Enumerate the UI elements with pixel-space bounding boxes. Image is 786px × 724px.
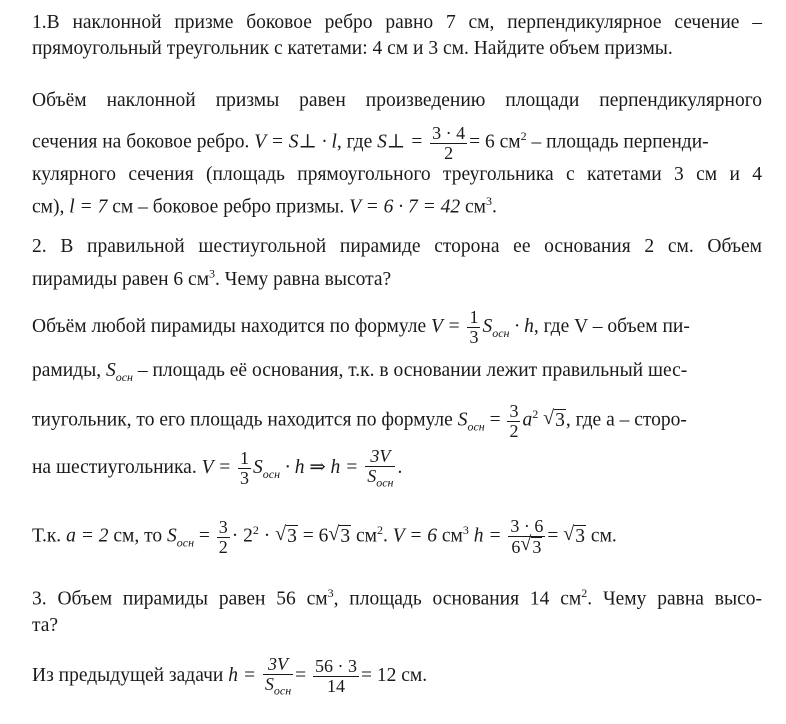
height-symbol: h =: [228, 665, 256, 686]
fraction-numerator: 1: [240, 448, 250, 469]
exponent: 2: [252, 523, 259, 537]
fraction-denominator: 3: [240, 468, 250, 489]
area-symbol: S: [457, 409, 468, 431]
radicand: 3: [287, 525, 297, 547]
radicand: 3: [555, 409, 565, 431]
fraction-numerator: 3: [218, 516, 228, 537]
problem3-statement: [32, 580, 762, 639]
cross-section-area: S⊥ =: [377, 131, 424, 153]
problem2-solution-line4: [32, 442, 762, 500]
denominator-coefficient: 6: [511, 536, 521, 557]
problem2-solution-text: см.: [586, 525, 617, 547]
problem2-solution-text: .: [397, 457, 403, 478]
problem1-solution-text: кулярного сечения (площадь прямоугольного треугольника с катетами 3 см и 4: [32, 164, 762, 185]
fraction-numerator: 3 · 4: [432, 122, 466, 143]
fraction: [467, 308, 480, 347]
exponent: 2: [581, 586, 588, 600]
area-symbol: S: [367, 466, 377, 487]
problem2-solution-text: Т.к.: [32, 525, 62, 547]
area-symbol: S: [264, 674, 274, 695]
fraction-denominator: [263, 674, 293, 697]
exponent: 2: [520, 129, 527, 143]
subscript: осн: [115, 369, 133, 384]
problem1-solution-line1: [32, 88, 762, 114]
area-symbol: S: [482, 316, 493, 337]
square-root: [564, 511, 586, 563]
volume-value: V = 6: [392, 525, 437, 547]
area-symbol: S: [105, 360, 116, 381]
problem1-solution-text: .: [492, 196, 497, 218]
side-value: a = 2: [66, 525, 109, 547]
square-root: [544, 399, 566, 443]
subscript: осн: [262, 466, 281, 481]
fraction-denominator: 3: [469, 327, 479, 348]
problem3-statement-text: . Чему равна высо-: [587, 588, 762, 610]
unit: см, то: [108, 525, 163, 547]
volume-symbol: V =: [201, 457, 232, 478]
edge-value: l = 7: [69, 196, 108, 218]
subscript: осн: [467, 419, 485, 434]
height-formula: · h ⇒ h =: [280, 457, 359, 478]
volume-symbol: V =: [431, 316, 461, 337]
fraction-denominator: 2: [430, 143, 467, 163]
exponent: 3: [486, 194, 493, 208]
radicand: 3: [532, 536, 542, 557]
subscript: осн: [492, 325, 510, 340]
problem2-solution-text: .: [383, 525, 388, 547]
fraction: [238, 449, 251, 488]
area-symbol: S: [253, 457, 263, 478]
problem1-solution-text: Объём наклонной призмы равен произведению площади перпендикулярного: [32, 90, 762, 111]
problem1-solution-text: – площадь перпенди-: [526, 131, 709, 153]
problem3-statement-line2: та?: [32, 614, 59, 636]
unit: см: [460, 196, 487, 218]
fraction-denominator: [508, 536, 545, 558]
problem2-solution-line2: [32, 358, 762, 390]
problem1-solution-text: см),: [32, 196, 70, 218]
square-root: [329, 511, 351, 563]
problem2-solution-text: , где V – объем пи-: [533, 316, 690, 337]
fraction-numerator: 56 · 3: [315, 656, 358, 677]
fraction-numerator: 1: [469, 307, 479, 328]
problem3-statement-text: 3. Объем пирамиды равен 56 см: [32, 588, 328, 610]
equals-sign: =: [198, 525, 210, 547]
equals-sign: =: [547, 525, 559, 547]
fraction: [507, 402, 520, 441]
subscript: осн: [176, 535, 195, 550]
fraction: [365, 447, 395, 489]
problem2-solution-text: , где a – сторо-: [565, 409, 687, 431]
fraction-denominator: [365, 466, 395, 489]
problem3-statement-text: , площадь основания 14 см: [333, 588, 582, 610]
problem1-solution-text: см – боковое ребро призмы.: [107, 196, 350, 218]
subscript: осн: [376, 475, 394, 490]
exponent: 3: [209, 266, 216, 280]
problem1-solution-line2: [32, 114, 762, 165]
problem2-solution-text: на шестиугольника.: [32, 457, 197, 478]
problem2-statement-line2: [32, 266, 392, 290]
exponent: 2: [377, 523, 384, 537]
problem2-solution-text: = 6: [297, 525, 329, 547]
problem1-statement: [32, 10, 762, 62]
square-root: [276, 511, 298, 563]
problem1-statement-line1: 1.В наклонной призме боковое ребро равно 7 см, перпендикулярное сечение –: [32, 12, 762, 33]
fraction: [217, 518, 230, 557]
height-result: = 12: [361, 665, 397, 686]
problem1-statement-line2: прямоугольный треугольник с катетами: 4 см и 3 см. Найдите объем призмы.: [32, 38, 673, 59]
volume-formula: V = S⊥ · l: [254, 131, 337, 153]
problem1-solution-line3: [32, 162, 762, 188]
height-symbol: · h: [509, 316, 534, 337]
subscript: осн: [273, 683, 292, 698]
problem2-solution-line3: [32, 392, 762, 448]
problem2-solution-text: рамиды,: [32, 360, 106, 381]
unit: см: [351, 525, 378, 547]
exponent: 3: [462, 523, 469, 537]
fraction-denominator: 14: [313, 676, 359, 696]
problem1-solution-text: , где: [336, 131, 373, 153]
fraction: [313, 657, 359, 696]
problem1-solution-text: = 6 см: [469, 131, 521, 153]
equals-sign: =: [295, 665, 307, 686]
problem2-solution-line5: [32, 504, 762, 568]
problem3-statement-line1: [32, 580, 762, 613]
unit: см: [437, 525, 463, 547]
exponent: 2: [532, 407, 539, 421]
problem2-solution-text: тиугольник, то его площадь находится по формуле: [32, 409, 453, 431]
fraction-denominator: 2: [509, 420, 519, 441]
side-symbol: a: [522, 409, 533, 431]
radicand: 3: [575, 525, 586, 547]
problem2-solution-text: – площадь её основания, т.к. в основании лежит правильный шес-: [133, 360, 688, 381]
problem1-solution-text: сечения на боковое ребро.: [32, 131, 250, 153]
equals-sign: =: [489, 409, 501, 431]
area-symbol: S: [167, 525, 177, 547]
square-root: [521, 537, 542, 558]
unit: см.: [396, 665, 428, 686]
fraction: [508, 517, 545, 558]
problem2-solution-text: ·: [258, 525, 271, 547]
fraction-denominator: 2: [218, 536, 228, 557]
volume-result: V = 6 · 7 = 42: [349, 196, 461, 218]
problem3-solution-text: Из предыдущей задачи: [32, 665, 224, 686]
problem2-statement-text: . Чему равна высота?: [215, 268, 392, 290]
problem2-solution-line1: [32, 305, 762, 355]
exponent: 3: [327, 586, 334, 600]
radicand: 3: [340, 525, 351, 547]
fraction-numerator: 3: [509, 400, 519, 421]
problem2-solution-text: · 2: [231, 525, 253, 547]
height-symbol: h =: [468, 525, 502, 547]
problem1-solution-line4: [32, 188, 762, 221]
fraction: [430, 124, 467, 163]
fraction-numerator: 3 · 6: [510, 515, 544, 536]
fraction: [263, 655, 293, 697]
problem2-statement: [32, 234, 762, 293]
fraction-numerator: 3V: [268, 654, 289, 675]
fraction-numerator: 3V: [370, 446, 391, 467]
problem3-solution: [32, 650, 762, 702]
problem2-statement-text: пирамиды равен 6 см: [32, 268, 210, 290]
problem2-statement-line1: 2. В правильной шестиугольной пирамиде сторона ее основания 2 см. Объем: [32, 236, 762, 257]
problem2-solution-text: Объём любой пирамиды находится по формуле: [32, 316, 427, 337]
